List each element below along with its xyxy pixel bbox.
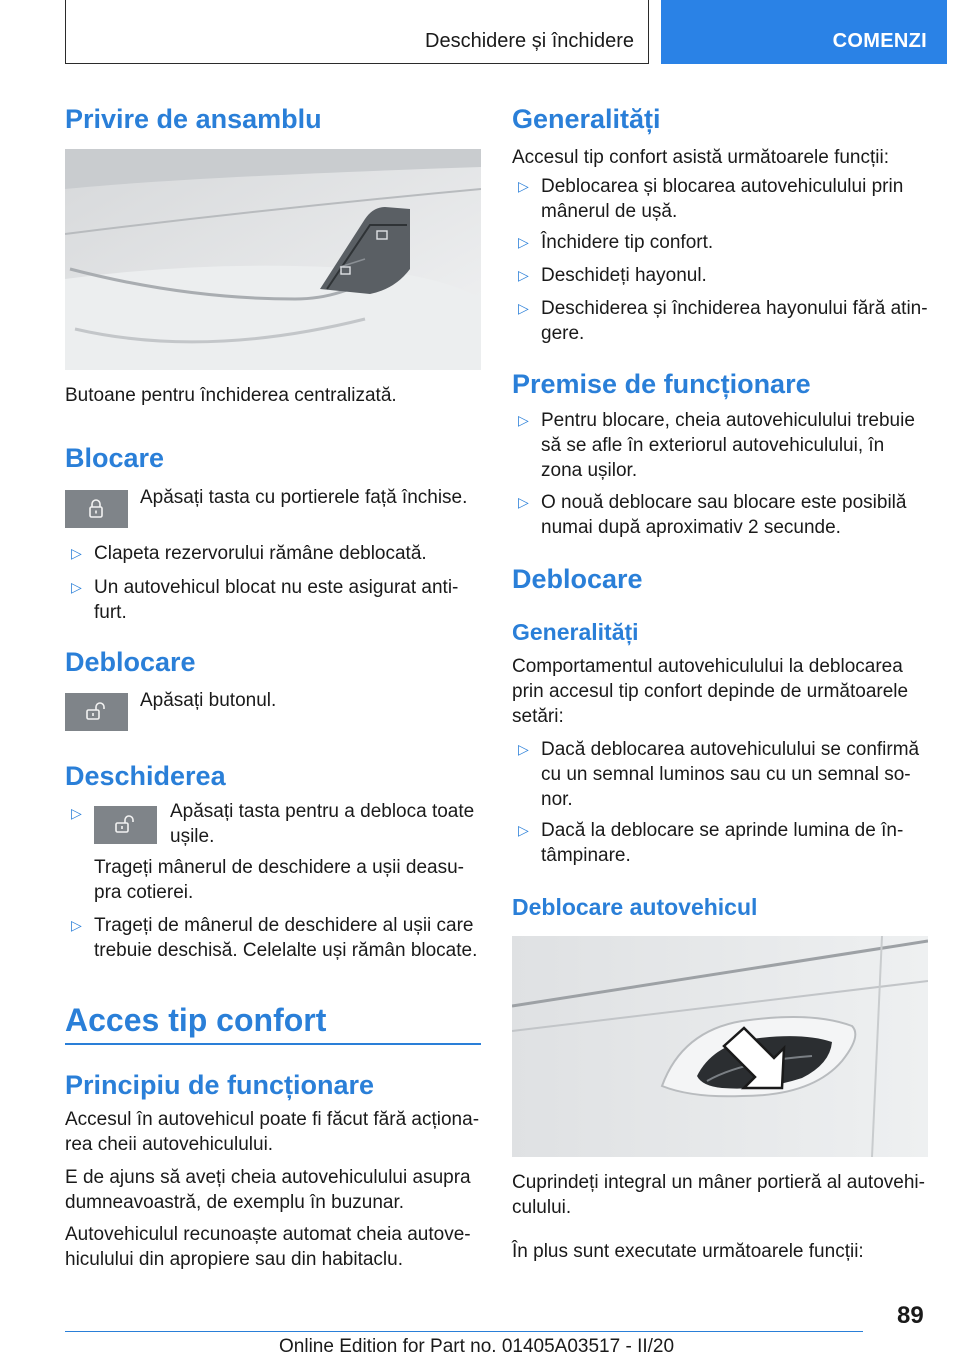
comfort-title: Acces tip confort bbox=[65, 1002, 327, 1038]
section-rule bbox=[65, 1043, 481, 1045]
unlock-section-title: Deblocare bbox=[512, 564, 643, 594]
unlock-icon bbox=[113, 813, 139, 837]
triangle-right-icon: ▷ bbox=[518, 178, 529, 194]
door-handle-image bbox=[512, 936, 928, 1157]
unlock-button-image bbox=[65, 693, 128, 731]
lock-icon bbox=[84, 497, 108, 521]
header-chapter-tab bbox=[661, 0, 947, 64]
principle-paragraph-3: Autovehiculul recunoaște automat cheia autove-hiculului din apropiere sau din habitaclu. bbox=[65, 1224, 471, 1270]
triangle-right-icon: ▷ bbox=[71, 805, 82, 821]
triangle-right-icon: ▷ bbox=[518, 741, 529, 757]
triangle-right-icon: ▷ bbox=[71, 545, 82, 561]
open-unlock-button-image bbox=[94, 806, 157, 844]
lock-button-image bbox=[65, 490, 128, 528]
unlock-text: Apăsați butonul. bbox=[140, 690, 277, 711]
header-section-tab bbox=[65, 0, 649, 64]
triangle-right-icon: ▷ bbox=[518, 822, 529, 838]
unlock-general-text: Comportamentul autovehiculului la deblocarea prin accesul tip confort depinde de următoarele setări: bbox=[512, 656, 909, 727]
triangle-right-icon: ▷ bbox=[71, 579, 82, 595]
open-bullet-1-text: Apăsați tasta pentru a debloca toate ușile. bbox=[170, 801, 475, 847]
lock-title: Blocare bbox=[65, 443, 165, 473]
principle-paragraph-1: Accesul în autovehicul poate fi făcut fără acționa-rea cheii autovehiculului. bbox=[65, 1109, 480, 1155]
prereq-title: Premise de funcționare bbox=[512, 369, 811, 399]
header-chapter-title: COMENZI bbox=[832, 30, 927, 52]
unlock-general-title: Generalități bbox=[512, 619, 639, 645]
general-title: Generalități bbox=[512, 104, 661, 134]
triangle-right-icon: ▷ bbox=[518, 300, 529, 316]
triangle-right-icon: ▷ bbox=[518, 234, 529, 250]
overview-caption: Butoane pentru închiderea centralizată. bbox=[65, 385, 397, 406]
header-section-title: Deschidere și închidere bbox=[425, 30, 634, 52]
triangle-right-icon: ▷ bbox=[518, 494, 529, 510]
general-text: Accesul tip confort asistă următoarele funcții: bbox=[512, 147, 890, 168]
door-buttons-image bbox=[65, 149, 481, 370]
open-bullet-1-extra: Trageți mânerul de deschidere a ușii deasu-pra cotierei. bbox=[94, 857, 464, 903]
triangle-right-icon: ▷ bbox=[518, 412, 529, 428]
page-number: 89 bbox=[897, 1302, 924, 1329]
unlock-icon bbox=[84, 700, 110, 724]
unlock-title: Deblocare bbox=[65, 647, 196, 677]
triangle-right-icon: ▷ bbox=[518, 267, 529, 283]
triangle-right-icon: ▷ bbox=[71, 917, 82, 933]
footer-rule bbox=[65, 1331, 863, 1332]
lock-text: Apăsați tasta cu portierele față închise. bbox=[140, 487, 468, 508]
principle-paragraph-2: E de ajuns să aveți cheia autovehiculului asupra dumneavoastră, de exemplu în buzunar. bbox=[65, 1167, 471, 1213]
principle-title: Principiu de funcționare bbox=[65, 1070, 375, 1100]
vehicle-caption: Cuprindeți integral un mâner portieră al autovehi-culului. bbox=[512, 1172, 925, 1218]
footer-edition: Online Edition for Part no. 01405A03517 - II/20 bbox=[279, 1336, 675, 1357]
vehicle-unlock-title: Deblocare autovehicul bbox=[512, 894, 758, 920]
extra-functions-text: În plus sunt executate următoarele funcții: bbox=[512, 1241, 864, 1262]
open-title: Deschiderea bbox=[65, 761, 226, 791]
overview-title: Privire de ansamblu bbox=[65, 104, 322, 134]
